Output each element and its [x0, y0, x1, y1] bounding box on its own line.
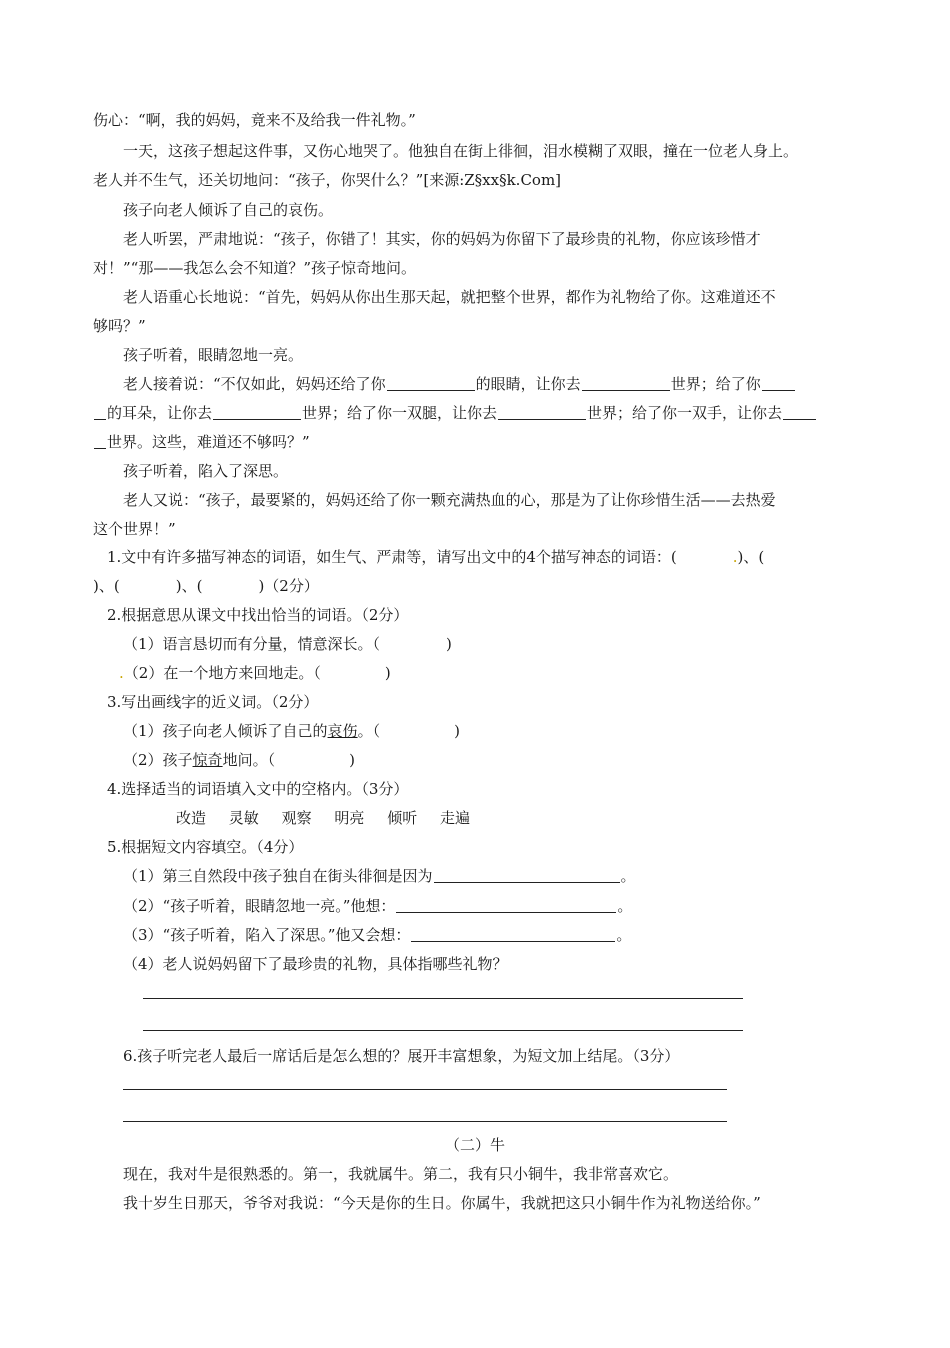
word-bank-item: 观察 — [281, 809, 312, 827]
passage-text: 世界；给了你一双腿，让你去 — [302, 404, 498, 422]
word-bank-item: 走遍 — [439, 809, 470, 827]
fill-blank[interactable] — [94, 434, 106, 449]
word-bank-item: 倾听 — [387, 809, 418, 827]
passage-line: 孩子听着，陷入了深思。 — [123, 462, 289, 480]
fill-blank[interactable] — [396, 898, 616, 913]
underlined-word: 惊奇 — [192, 751, 223, 769]
passage-text: 的眼睛，让你去 — [475, 375, 581, 393]
question-text: 。 — [616, 926, 632, 944]
passage-line: 我十岁生日那天，爷爷对我说：“今天是你的生日。你属牛，我就把这只小铜牛作为礼物送给你。” — [123, 1194, 761, 1212]
question-5: 5.根据短文内容填空。（4分） — [107, 838, 304, 856]
passage-fill-line — [123, 374, 796, 394]
question-text: （2）在一个地方来回地走。（ — [123, 664, 321, 682]
passage-line: 孩子听着，眼睛忽地一亮。 — [123, 346, 304, 364]
question-text: （1）第三自然段中孩子独自在街头徘徊是因为 — [123, 867, 433, 885]
passage-text: 世界。这些，难道还不够吗？” — [107, 433, 310, 451]
passage-text: 老人接着说：“不仅如此，妈妈还给了你 — [123, 375, 386, 393]
question-text: )、( — [93, 577, 120, 595]
stray-mark: . — [119, 664, 124, 682]
passage-line: 一天，这孩子想起这件事，又伤心地哭了。他独自在街上徘徊，泪水模糊了双眼，撞在一位老人身上。 — [123, 142, 799, 160]
word-bank-item: 改造 — [176, 809, 207, 827]
answer-line[interactable] — [123, 1121, 727, 1122]
question-text: 。 — [620, 867, 636, 885]
answer-line[interactable] — [123, 1089, 727, 1090]
fill-blank[interactable] — [387, 376, 475, 391]
question-6: 6.孩子听完老人最后一席话后是怎么想的？展开丰富想象，为短文加上结尾。（3分） — [123, 1047, 680, 1065]
section-title: （二）牛 — [444, 1136, 505, 1154]
passage-text: 世界；给了你一双手，让你去 — [587, 404, 783, 422]
underlined-word: 哀伤 — [327, 722, 358, 740]
question-text: 1.文中有许多描写神态的词语，如生气、严肃等，请写出文中的4个描写神态的词语：( — [107, 548, 677, 566]
question-1 — [107, 547, 764, 567]
question-5-1 — [123, 866, 636, 886]
question-5-4: （4）老人说妈妈留下了最珍贵的礼物，具体指哪些礼物？ — [123, 955, 508, 973]
question-text: )、( — [175, 577, 203, 595]
question-text: )、( — [737, 548, 765, 566]
question-3: 3.写出画线字的近义词。（2分） — [107, 693, 319, 711]
passage-text: 世界；给了你 — [670, 375, 761, 393]
passage-line: 这个世界！” — [93, 520, 176, 538]
fill-blank[interactable] — [213, 405, 301, 420]
fill-blank[interactable] — [783, 405, 816, 420]
question-3-1 — [123, 721, 460, 741]
passage-line: 老人又说：“孩子，最要紧的，妈妈还给了你一颗充满热血的心，那是为了让你珍惜生活——去热爱 — [123, 491, 776, 509]
question-1-cont — [93, 576, 319, 596]
fill-blank[interactable] — [94, 405, 106, 420]
question-text: 地问。（ — [222, 751, 276, 769]
passage-line: 够吗？” — [93, 317, 146, 335]
word-bank-item: 明亮 — [334, 809, 365, 827]
question-text: （2）“孩子听着，眼睛忽地一亮。”他想： — [123, 897, 396, 915]
fill-blank[interactable] — [498, 405, 586, 420]
question-3-2 — [123, 750, 355, 770]
question-text: ) — [349, 751, 355, 769]
question-text: （1）孩子向老人倾诉了自己的 — [123, 722, 328, 740]
passage-line: 老人语重心长地说：“首先，妈妈从你出生那天起，就把整个世界，都作为礼物给了你。这难道还不 — [123, 288, 776, 306]
passage-line: 老人听罢，严肃地说：“孩子，你错了！其实，你的妈妈为你留下了最珍贵的礼物，你应该珍惜才 — [123, 230, 761, 248]
stray-mark: . — [732, 548, 738, 566]
answer-line[interactable] — [143, 1030, 743, 1031]
question-text: )（2分） — [258, 577, 319, 595]
passage-line: 伤心：“啊，我的妈妈，竟来不及给我一件礼物。” — [93, 111, 416, 129]
word-bank-item: 灵敏 — [228, 809, 259, 827]
fill-blank[interactable] — [411, 927, 615, 942]
question-5-2 — [123, 896, 632, 916]
passage-text: 的耳朵，让你去 — [107, 404, 213, 422]
word-bank — [176, 808, 488, 828]
passage-line: 现在，我对牛是很熟悉的。第一，我就属牛。第二，我有只小铜牛，我非常喜欢它。 — [123, 1165, 679, 1183]
question-2: 2.根据意思从课文中找出恰当的词语。（2分） — [107, 606, 409, 624]
passage-line: 对！”“那——我怎么会不知道？”孩子惊奇地问。 — [93, 259, 417, 277]
question-2-1 — [123, 634, 452, 654]
fill-blank[interactable] — [434, 868, 620, 883]
fill-blank[interactable] — [762, 376, 795, 391]
question-text: 。 — [617, 897, 633, 915]
passage-fill-line — [93, 432, 310, 452]
passage-line: 老人并不生气，还关切地问：“孩子，你哭什么？”[来源:Z§xx§k.Com] — [93, 171, 562, 189]
answer-line[interactable] — [143, 998, 743, 999]
question-5-3 — [123, 925, 631, 945]
fill-blank[interactable] — [582, 376, 670, 391]
question-text: （2）孩子 — [123, 751, 193, 769]
question-4: 4.选择适当的词语填入文中的空格内。（3分） — [107, 780, 409, 798]
passage-line: 孩子向老人倾诉了自己的哀伤。 — [123, 201, 334, 219]
question-text: 。（ — [357, 722, 381, 740]
question-text: ) — [446, 635, 452, 653]
question-text: ) — [454, 722, 460, 740]
question-text: （1）语言恳切而有分量，情意深长。（ — [123, 635, 381, 653]
question-text: ) — [384, 664, 391, 682]
question-text: （3）“孩子听着，陷入了深思。”他又会想： — [123, 926, 411, 944]
passage-fill-line — [93, 403, 817, 423]
question-2-2 — [119, 663, 391, 683]
